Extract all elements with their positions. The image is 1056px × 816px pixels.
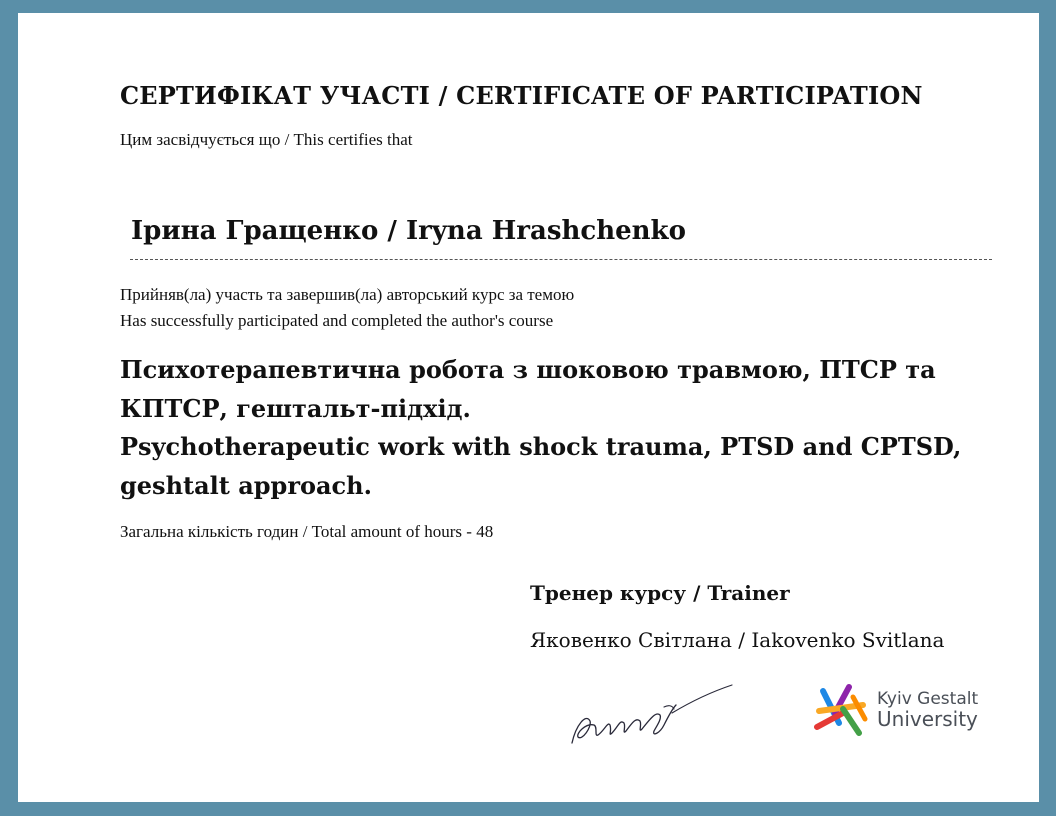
logo-text bbox=[877, 689, 978, 729]
course-title bbox=[120, 351, 1000, 505]
certifies-text: Цим засвідчується що / This certifies that bbox=[120, 130, 413, 149]
trainer-label: Тренер курсу / Trainer bbox=[530, 581, 790, 605]
logo-line-2: University bbox=[877, 707, 978, 731]
participation-text-en: Has successfully participated and completed the author's course bbox=[120, 311, 554, 330]
certificate-title: СЕРТИФІКАТ УЧАСТІ / CERTIFICATE OF PARTICIPATION bbox=[120, 81, 923, 110]
kyiv-gestalt-university-logo bbox=[813, 681, 993, 741]
course-title-line: Psychotherapeutic work with shock trauma, PTSD and CPTSD, bbox=[120, 432, 962, 461]
course-title-line: Психотерапевтична робота з шоковою травмою, ПТСР та bbox=[120, 355, 936, 384]
course-title-line: geshtalt approach. bbox=[120, 470, 372, 500]
participation-text-ua: Прийняв(ла) участь та завершив(ла) авторський курс за темою bbox=[120, 285, 575, 304]
logo-mark-icon bbox=[813, 683, 869, 739]
trainer-name: Яковенко Світлана / Iakovenko Svitlana bbox=[530, 628, 945, 652]
total-hours: Загальна кількість годин / Total amount of hours - 48 bbox=[120, 522, 494, 541]
course-title-line: КПТСР, гештальт-підхід. bbox=[120, 393, 471, 423]
logo-line-1: Kyiv Gestalt bbox=[877, 689, 979, 709]
name-underline bbox=[130, 259, 992, 260]
recipient-name: Ірина Гращенко / Iryna Hrashchenko bbox=[131, 216, 686, 246]
signature-image bbox=[564, 675, 734, 755]
certificate-page bbox=[18, 13, 1039, 802]
